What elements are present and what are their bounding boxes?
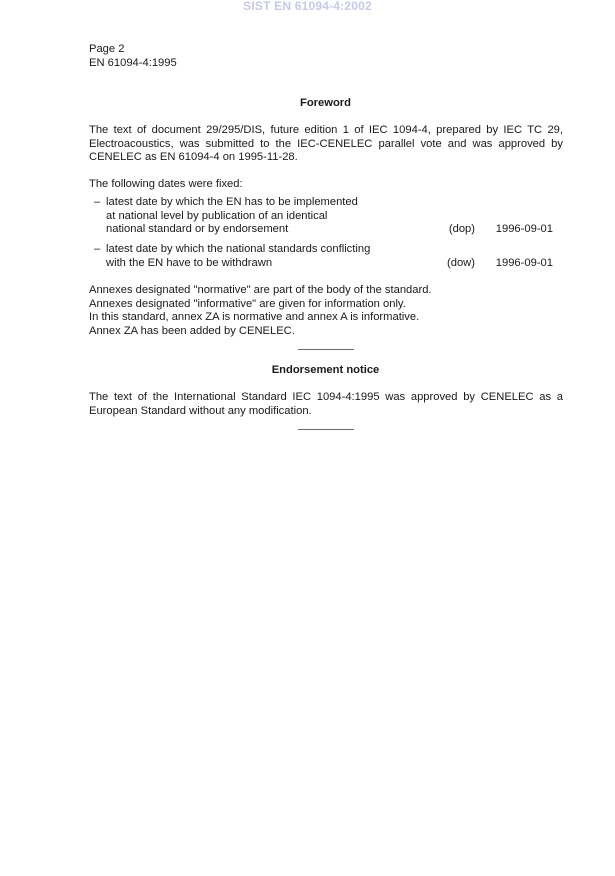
dash-marker: – bbox=[94, 243, 101, 255]
foreword-title: Foreword bbox=[300, 97, 351, 109]
annex-notes bbox=[89, 284, 563, 338]
section-divider bbox=[298, 349, 354, 350]
annex-note-line: Annexes designated "normative" are part of the body of the standard. bbox=[89, 284, 432, 296]
endorsement-line: The text of the International Standard IEC 1094-4:1995 was approved by CENELEC as a bbox=[89, 391, 563, 403]
date-item-dow bbox=[94, 243, 553, 270]
section-divider bbox=[298, 429, 354, 430]
foreword-intro-line: The text of document 29/295/DIS, future edition 1 of IEC 1094-4, prepared by IEC TC 29, bbox=[89, 124, 563, 136]
dash-marker: – bbox=[94, 196, 101, 208]
page-header bbox=[89, 43, 177, 71]
date-item-text: national standard or by endorsement bbox=[106, 223, 289, 235]
endorsement-line: European Standard without any modification. bbox=[89, 404, 312, 417]
annex-note-line: In this standard, annex ZA is normative and annex A is informative. bbox=[89, 311, 420, 323]
endorsement-title: Endorsement notice bbox=[271, 364, 380, 376]
document-id: EN 61094-4:1995 bbox=[89, 57, 177, 69]
date-item-dop bbox=[94, 196, 553, 237]
foreword-intro-line: CENELEC as EN 61094-4 on 1995-11-28. bbox=[89, 151, 298, 163]
date-item-text: with the EN have to be withdrawn bbox=[106, 256, 273, 269]
date-item-text: at national level by publication of an identical bbox=[106, 209, 328, 222]
date-abbr: (dow) bbox=[447, 256, 475, 269]
watermark: SIST EN 61094-4:2002 bbox=[243, 0, 372, 13]
annex-note-line: Annex ZA has been added by CENELEC. bbox=[89, 324, 295, 337]
date-item-text: latest date by which the national standards conflicting bbox=[106, 243, 371, 255]
dates-intro: The following dates were fixed: bbox=[89, 178, 243, 190]
foreword-intro-line: Electroacoustics, was submitted to the IEC-CENELEC parallel vote and was approved by bbox=[89, 137, 563, 150]
date-item-text: latest date by which the EN has to be implemented bbox=[106, 196, 358, 208]
annex-note-line: Annexes designated "informative" are given for information only. bbox=[89, 297, 406, 310]
endorsement-text bbox=[89, 391, 563, 418]
page-number: Page 2 bbox=[89, 43, 125, 55]
date-abbr: (dop) bbox=[448, 223, 475, 235]
date-value: 1996-09-01 bbox=[495, 256, 553, 269]
date-value: 1996-09-01 bbox=[495, 223, 553, 235]
foreword-intro bbox=[89, 124, 563, 165]
